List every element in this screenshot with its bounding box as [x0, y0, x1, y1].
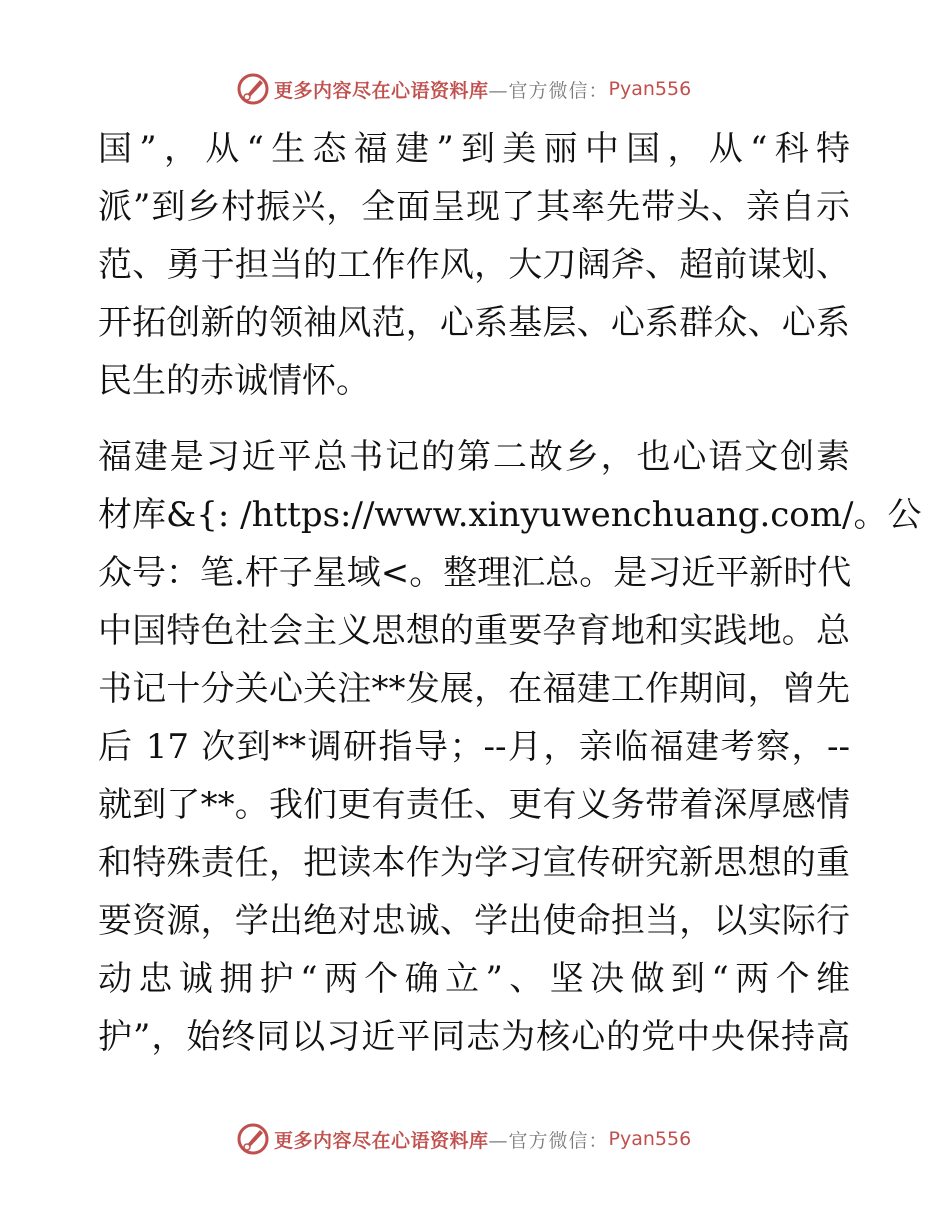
paragraph-gap: [98, 410, 850, 428]
banner-title: 更多内容尽在心语资料库: [274, 1129, 489, 1152]
banner-wechat-id: Pyan556: [608, 78, 692, 100]
text-line: 后 17 次到**调研指导；--月，亲临福建考察，--: [98, 727, 850, 767]
text-line: 材库&{: /https://www.xinyuwenchuang.com/。公: [98, 495, 922, 535]
paragraph-1: [98, 120, 850, 410]
text-line: 和特殊责任，把读本作为学习宣传研究新思想的重: [98, 843, 850, 883]
banner-title: 更多内容尽在心语资料库: [274, 79, 489, 102]
text-line: 国”，从“生态福建”到美丽中国，从“科特: [98, 129, 850, 169]
banner-wechat-label: —官方微信：: [488, 79, 609, 102]
text-line: 护”，始终同以习近平同志为核心的党中央保持高: [98, 1017, 850, 1057]
text-line: 动忠诚拥护“两个确立”、坚决做到“两个维: [98, 959, 850, 999]
pen-logo-icon: [236, 1122, 270, 1156]
watermark-banner-bottom: [236, 1122, 716, 1156]
text-line: 福建是习近平总书记的第二故乡，也心语文创素: [98, 437, 850, 477]
text-line: 开拓创新的领袖风范，心系基层、心系群众、心系: [98, 303, 850, 343]
text-line: 民生的赤诚情怀。: [98, 361, 370, 401]
banner-wechat-id: Pyan556: [608, 1128, 692, 1150]
text-line: 书记十分关心关注**发展，在福建工作期间，曾先: [98, 669, 850, 709]
banner-wechat-label: —官方微信：: [488, 1129, 609, 1152]
text-line: 范、勇于担当的工作作风，大刀阔斧、超前谋划、: [98, 245, 850, 285]
document-body: [98, 120, 922, 1066]
text-line: 中国特色社会主义思想的重要孕育地和实践地。总: [98, 611, 850, 651]
watermark-banner-top: [236, 72, 716, 106]
text-line: 要资源，学出绝对忠诚、学出使命担当，以实际行: [98, 901, 850, 941]
text-line: 众号：笔.杆子星域<。整理汇总。是习近平新时代: [98, 553, 852, 593]
pen-logo-icon: [236, 72, 270, 106]
text-line: 就到了**。我们更有责任、更有义务带着深厚感情: [98, 785, 850, 825]
text-line: 派”到乡村振兴，全面呈现了其率先带头、亲自示: [98, 187, 850, 227]
paragraph-2: [98, 428, 922, 1066]
